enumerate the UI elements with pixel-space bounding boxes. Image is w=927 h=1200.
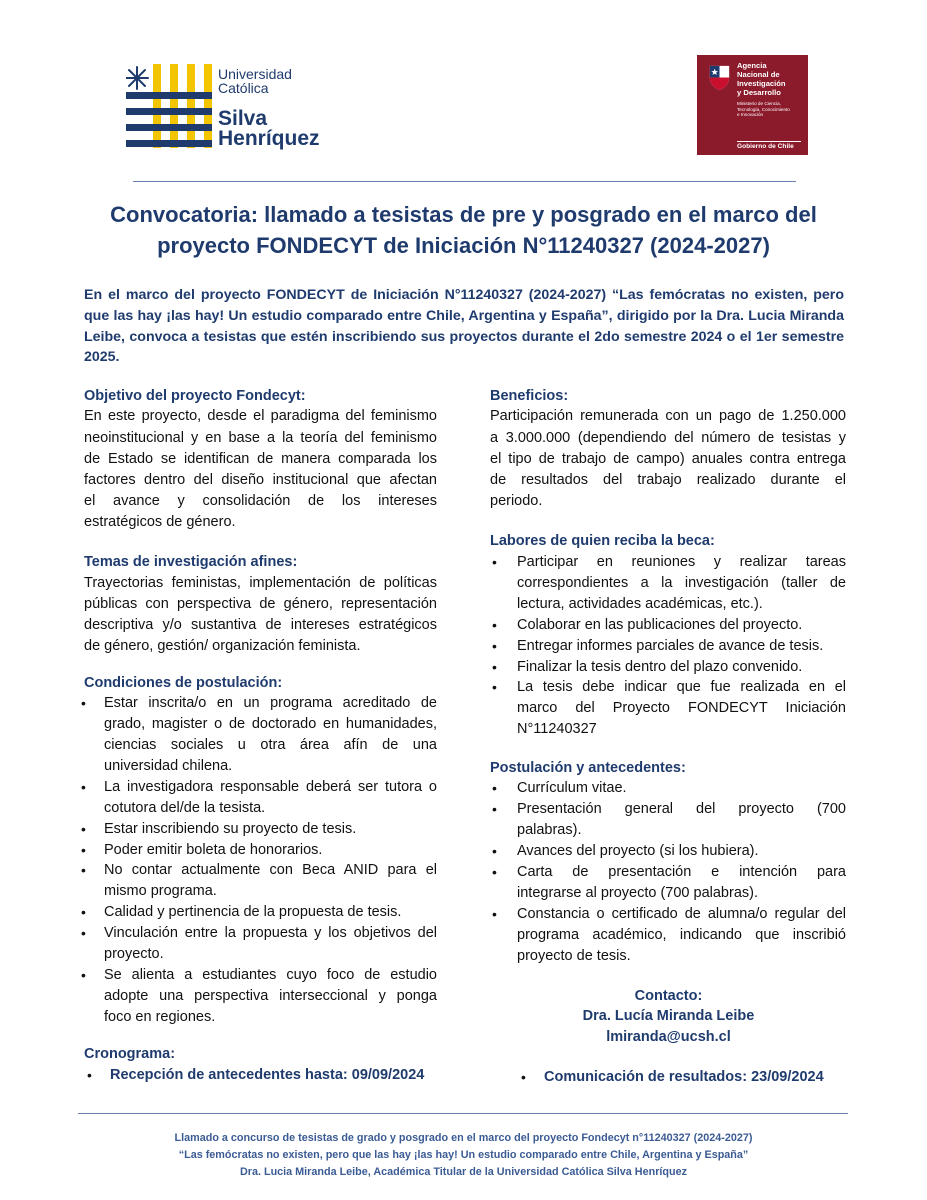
contacto-email[interactable]: lmiranda@ucsh.cl <box>606 1029 731 1045</box>
objetivo-line: En este proyecto, desde el paradigma del feminismo <box>84 408 437 424</box>
labor-line: Finalizar la tesis dentro del plazo convenido. <box>517 659 803 675</box>
beneficios-heading: Beneficios: <box>490 388 569 404</box>
footer-line3: Dra. Lucia Miranda Leibe, Académica Titular de la Universidad Católica Silva Henríquez <box>239 1166 688 1178</box>
condicion-line: grado, magister o de doctorado en humanidades, <box>104 716 437 732</box>
objetivo-line: de Estado se identifican de manera comparada los <box>84 451 437 467</box>
anid-sub3: e Innovación <box>737 112 764 117</box>
temas-line: descriptiva y/o sustantiva de intereses estratégicos <box>84 617 437 633</box>
labor-line: La tesis debe indicar que fue realizada en el <box>517 679 846 695</box>
postulacion-line: programa académico, indicando que inscribió <box>517 927 846 943</box>
condicion-line: Poder emitir boleta de honorarios. <box>104 842 323 858</box>
header-divider <box>133 181 796 182</box>
bullet-icon: • <box>492 617 497 633</box>
cronograma-recepcion: Recepción de antecedentes hasta: 09/09/2024 <box>110 1067 425 1083</box>
bullet-icon: • <box>492 906 497 922</box>
condicion-line: universidad chilena. <box>104 758 233 774</box>
bullet-icon: • <box>492 780 497 796</box>
beneficios-line: de resultados del trabajo realizado durante el <box>490 472 846 488</box>
university-name-line2: Católica <box>218 80 269 96</box>
temas-line: de género, gestión/ organización feminista. <box>84 638 361 654</box>
bullet-icon: • <box>81 925 86 941</box>
condicion-line: Calidad y pertinencia de la propuesta de tesis. <box>104 904 402 920</box>
postulacion-heading: Postulación y antecedentes: <box>490 760 686 776</box>
objetivo-line: el avance y consolidación de los intereses <box>84 493 437 509</box>
bullet-icon: • <box>81 821 86 837</box>
condicion-line: Estar inscrita/o en un programa acreditado de <box>104 695 437 711</box>
footer-divider <box>78 1113 848 1114</box>
labor-line: correspondientes a la investigación (taller de <box>517 575 846 591</box>
page-title-line2: proyecto FONDECYT de Iniciación N°11240327 (2024-2027) <box>157 233 770 258</box>
anid-gobierno: Gobierno de Chile <box>737 143 794 150</box>
anid-sub2: Tecnología, Conocimiento <box>737 106 790 112</box>
intro-line4: 2025. <box>84 349 120 365</box>
postulacion-line: Currículum vitae. <box>517 780 627 796</box>
bullet-icon: • <box>81 862 86 878</box>
postulacion-line: Carta de presentación e intención para <box>517 864 846 880</box>
condicion-line: mismo programa. <box>104 883 217 899</box>
bullet-icon: • <box>492 659 497 675</box>
page-title-line1: Convocatoria: llamado a tesistas de pre y posgrado en el marco del <box>110 202 817 227</box>
bullet-icon: • <box>492 843 497 859</box>
labor-line: lectura, actividades académicas, etc.). <box>517 596 763 612</box>
condicion-line: foco en regiones. <box>104 1009 216 1025</box>
objetivo-heading: Objetivo del proyecto Fondecyt: <box>84 388 306 404</box>
postulacion-line: Avances del proyecto (si los hubiera). <box>517 843 759 859</box>
anid-line3: Investigación <box>737 79 786 88</box>
bullet-icon: • <box>81 967 86 983</box>
objetivo-line: factores dentro del diseño institucional que afectan <box>84 472 437 488</box>
bullet-icon: • <box>81 842 86 858</box>
bullet-icon: • <box>81 695 86 711</box>
bullet-icon: • <box>492 679 497 695</box>
condicion-line: adopte una perspectiva interseccional y ponga <box>104 988 437 1004</box>
intro-line1: En el marco del proyecto FONDECYT de Iniciación N°11240327 (2024-2027) “Las femócratas no existen, pero <box>84 287 844 303</box>
anid-logo <box>697 55 808 155</box>
condicion-line: La investigadora responsable deberá ser tutora o <box>104 779 437 795</box>
intro-line3: Leibe, convoca a tesistas que estén inscribiendo sus proyectos durante el 2do semestre 2024 o el 1er semestre <box>84 329 844 345</box>
contacto-heading: Contacto: <box>634 988 703 1004</box>
objetivo-line: estratégicos de género. <box>84 514 236 530</box>
anid-divider <box>737 141 801 142</box>
temas-line: públicas con perspectiva de género, representación <box>84 596 437 612</box>
labor-line: N°11240327 <box>517 721 597 737</box>
temas-line: Trayectorias feministas, implementación de políticas <box>84 575 437 591</box>
postulacion-line: integrarse al proyecto (700 palabras). <box>517 885 758 901</box>
beneficios-line: Participación remunerada con un pago de 1.250.000 <box>490 408 846 424</box>
university-name-line4: Henríquez <box>218 127 320 150</box>
postulacion-line: palabras). <box>517 822 582 838</box>
beneficios-line: el tipo de trabajo de campo) anuales contra entrega <box>490 451 846 467</box>
labores-heading: Labores de quien reciba la beca: <box>490 533 715 549</box>
labor-line: marco del Proyecto FONDECYT Iniciación <box>517 700 846 716</box>
labor-line: Colaborar en las publicaciones del proyecto. <box>517 617 803 633</box>
anid-line4: y Desarrollo <box>737 88 781 97</box>
cronograma-comunicacion: Comunicación de resultados: 23/09/2024 <box>544 1069 824 1085</box>
beneficios-line: periodo. <box>490 493 543 509</box>
labor-line: Entregar informes parciales de avance de tesis. <box>517 638 824 654</box>
condicion-line: Estar inscribiendo su proyecto de tesis. <box>104 821 357 837</box>
condicion-line: Se alienta a estudiantes cuyo foco de estudio <box>104 967 437 983</box>
condicion-line: Vinculación entre la propuesta y los objetivos del <box>104 925 437 941</box>
temas-heading: Temas de investigación afines: <box>84 554 298 570</box>
condiciones-heading: Condiciones de postulación: <box>84 675 283 691</box>
bullet-icon: • <box>492 801 497 817</box>
footer-line1: Llamado a concurso de tesistas de grado y posgrado en el marco del proyecto Fondecyt n°11240327 (2024-2027) <box>174 1132 753 1144</box>
postulacion-line: proyecto de tesis. <box>517 948 631 964</box>
condicion-line: cotutora del/de la tesista. <box>104 800 266 816</box>
university-name-line1: Universidad <box>218 66 292 82</box>
bullet-icon: • <box>492 864 497 880</box>
footer-line2: “Las femócratas no existen, pero que las hay ¡las hay! Un estudio comparado entre Chile, Argentina y España” <box>178 1149 749 1161</box>
condicion-line: No contar actualmente con Beca ANID para el <box>104 862 437 878</box>
bullet-icon: • <box>87 1067 92 1083</box>
anid-sub1: Ministerio de Ciencia, <box>737 101 781 106</box>
bullet-icon: • <box>521 1069 526 1085</box>
anid-line2: Nacional de <box>737 70 780 79</box>
anid-line1: Agencia <box>737 61 767 70</box>
postulacion-line: Constancia o certificado de alumna/o regular del <box>517 906 846 922</box>
intro-line2: que las hay ¡las hay! Un estudio comparado entre Chile, Argentina y España”, dirigido por la Dra. Lucia Miranda <box>84 308 844 324</box>
labor-line: Participar en reuniones y realizar tareas <box>517 554 846 570</box>
contacto-name: Dra. Lucía Miranda Leibe <box>582 1008 755 1024</box>
chile-shield-icon <box>705 62 734 91</box>
bullet-icon: • <box>81 779 86 795</box>
beneficios-line: a 3.000.000 (dependiendo del número de tesistas y <box>490 430 846 446</box>
postulacion-line: Presentación general del proyecto (700 <box>517 801 846 817</box>
objetivo-line: neoinstitucional y en base a la teoría del feminismo <box>84 430 437 446</box>
condicion-line: ciencias sociales u otra área afín de una <box>104 737 437 753</box>
condicion-line: proyecto. <box>104 946 164 962</box>
bullet-icon: • <box>81 904 86 920</box>
university-name-line3: Silva <box>218 107 268 130</box>
cronograma-heading: Cronograma: <box>84 1046 176 1062</box>
bullet-icon: • <box>492 638 497 654</box>
bullet-icon: • <box>492 554 497 570</box>
